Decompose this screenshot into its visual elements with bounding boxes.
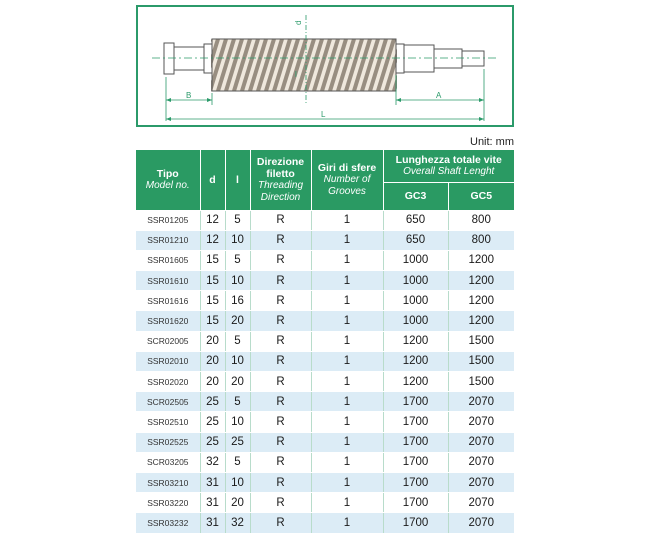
header-gc3: GC3 [383,182,448,210]
direction-cell: R [250,472,311,492]
dim-l-label: L [321,110,326,119]
table-row [136,311,514,331]
header-d: d [200,150,225,210]
gc5-cell: 1500 [448,331,514,351]
model-cell: SSR03210 [136,472,200,492]
l-cell: 5 [225,392,250,412]
model-cell: SSR02020 [136,372,200,392]
l-cell: 16 [225,291,250,311]
d-cell: 31 [200,513,225,533]
table-row [136,230,514,250]
d-cell: 25 [200,412,225,432]
d-cell: 25 [200,392,225,412]
grooves-cell: 1 [311,230,383,250]
table-row [136,392,514,412]
grooves-cell: 1 [311,351,383,371]
direction-cell: R [250,331,311,351]
direction-cell: R [250,432,311,452]
direction-cell: R [250,392,311,412]
gc3-cell: 1700 [383,493,448,513]
spec-table [136,150,514,534]
grooves-cell: 1 [311,311,383,331]
gc3-cell: 1000 [383,271,448,291]
left-journal [164,43,212,74]
d-cell: 12 [200,230,225,250]
gc3-cell: 1700 [383,513,448,533]
grooves-cell: 1 [311,412,383,432]
model-cell: SSR01616 [136,291,200,311]
l-cell: 5 [225,250,250,270]
d-cell: 31 [200,493,225,513]
model-cell: SSR02525 [136,432,200,452]
d-cell: 20 [200,351,225,371]
model-cell: SSR02010 [136,351,200,371]
model-cell: SSR01605 [136,250,200,270]
l-cell: 10 [225,351,250,371]
gc3-cell: 650 [383,210,448,230]
spec-table-body [136,210,514,533]
grooves-cell: 1 [311,432,383,452]
header-grooves: Giri di sfere Number of Grooves [311,150,383,210]
right-journal [396,44,484,73]
gc5-cell: 2070 [448,452,514,472]
table-row [136,351,514,371]
gc3-cell: 1000 [383,311,448,331]
l-cell: 10 [225,472,250,492]
ball-screw-diagram [136,5,514,127]
gc3-cell: 1700 [383,392,448,412]
model-cell: SSR01610 [136,271,200,291]
direction-cell: R [250,493,311,513]
table-row [136,210,514,230]
l-cell: 10 [225,230,250,250]
table-row [136,452,514,472]
table-row [136,250,514,270]
table-row [136,493,514,513]
gc5-cell: 1200 [448,271,514,291]
d-cell: 15 [200,291,225,311]
direction-cell: R [250,271,311,291]
gc5-cell: 1200 [448,250,514,270]
l-cell: 10 [225,271,250,291]
gc5-cell: 800 [448,230,514,250]
gc5-cell: 1500 [448,372,514,392]
dim-b-label: B [186,91,192,100]
gc5-cell: 2070 [448,493,514,513]
model-cell: SSR01210 [136,230,200,250]
direction-cell: R [250,230,311,250]
model-cell: SSR01205 [136,210,200,230]
gc3-cell: 1700 [383,472,448,492]
l-cell: 32 [225,513,250,533]
l-cell: 20 [225,311,250,331]
direction-cell: R [250,351,311,371]
gc5-cell: 1200 [448,311,514,331]
grooves-cell: 1 [311,392,383,412]
gc3-cell: 1000 [383,250,448,270]
model-cell: SSR01620 [136,311,200,331]
direction-cell: R [250,250,311,270]
direction-cell: R [250,452,311,472]
model-cell: SCR02505 [136,392,200,412]
header-l: l [225,150,250,210]
l-cell: 5 [225,210,250,230]
gc5-cell: 1200 [448,291,514,311]
dim-a-label: A [436,91,442,100]
gc3-cell: 1700 [383,432,448,452]
model-cell: SSR02510 [136,412,200,432]
grooves-cell: 1 [311,250,383,270]
ball-screw-drawing [138,7,512,125]
gc5-cell: 2070 [448,472,514,492]
gc3-cell: 1700 [383,452,448,472]
direction-cell: R [250,210,311,230]
d-cell: 32 [200,452,225,472]
lead-label: l [295,70,297,79]
l-cell: 25 [225,432,250,452]
gc3-cell: 1200 [383,372,448,392]
grooves-cell: 1 [311,271,383,291]
d-cell: 25 [200,432,225,452]
direction-cell: R [250,372,311,392]
direction-cell: R [250,513,311,533]
gc3-cell: 1200 [383,351,448,371]
table-row [136,372,514,392]
grooves-cell: 1 [311,291,383,311]
table-row [136,291,514,311]
d-cell: 15 [200,271,225,291]
gc5-cell: 2070 [448,412,514,432]
grooves-cell: 1 [311,452,383,472]
d-cell: 31 [200,472,225,492]
d-cell: 15 [200,311,225,331]
table-row [136,271,514,291]
d-cell: 20 [200,331,225,351]
direction-cell: R [250,412,311,432]
direction-cell: R [250,291,311,311]
gc3-cell: 1700 [383,412,448,432]
gc5-cell: 2070 [448,513,514,533]
table-row [136,432,514,452]
l-cell: 20 [225,372,250,392]
grooves-cell: 1 [311,372,383,392]
gc3-cell: 1000 [383,291,448,311]
model-cell: SCR02005 [136,331,200,351]
header-length: Lunghezza totale vite Overall Shaft Lenght [383,150,514,182]
l-cell: 5 [225,452,250,472]
gc5-cell: 1500 [448,351,514,371]
grooves-cell: 1 [311,331,383,351]
l-cell: 10 [225,412,250,432]
l-cell: 20 [225,493,250,513]
gc3-cell: 1200 [383,331,448,351]
grooves-cell: 1 [311,493,383,513]
diameter-label: d [294,20,303,25]
gc5-cell: 800 [448,210,514,230]
l-cell: 5 [225,331,250,351]
header-direction: Direzione filetto Threading Direction [250,150,311,210]
header-model: Tipo Model no. [136,150,200,210]
model-cell: SSR03220 [136,493,200,513]
grooves-cell: 1 [311,472,383,492]
d-cell: 12 [200,210,225,230]
gc3-cell: 650 [383,230,448,250]
gc5-cell: 2070 [448,392,514,412]
d-cell: 20 [200,372,225,392]
table-row [136,412,514,432]
gc5-cell: 2070 [448,432,514,452]
direction-cell: R [250,311,311,331]
d-cell: 15 [200,250,225,270]
grooves-cell: 1 [311,210,383,230]
unit-label: Unit: mm [470,136,514,148]
table-row [136,472,514,492]
model-cell: SSR03232 [136,513,200,533]
header-gc5: GC5 [448,182,514,210]
model-cell: SCR03205 [136,452,200,472]
grooves-cell: 1 [311,513,383,533]
table-row [136,331,514,351]
